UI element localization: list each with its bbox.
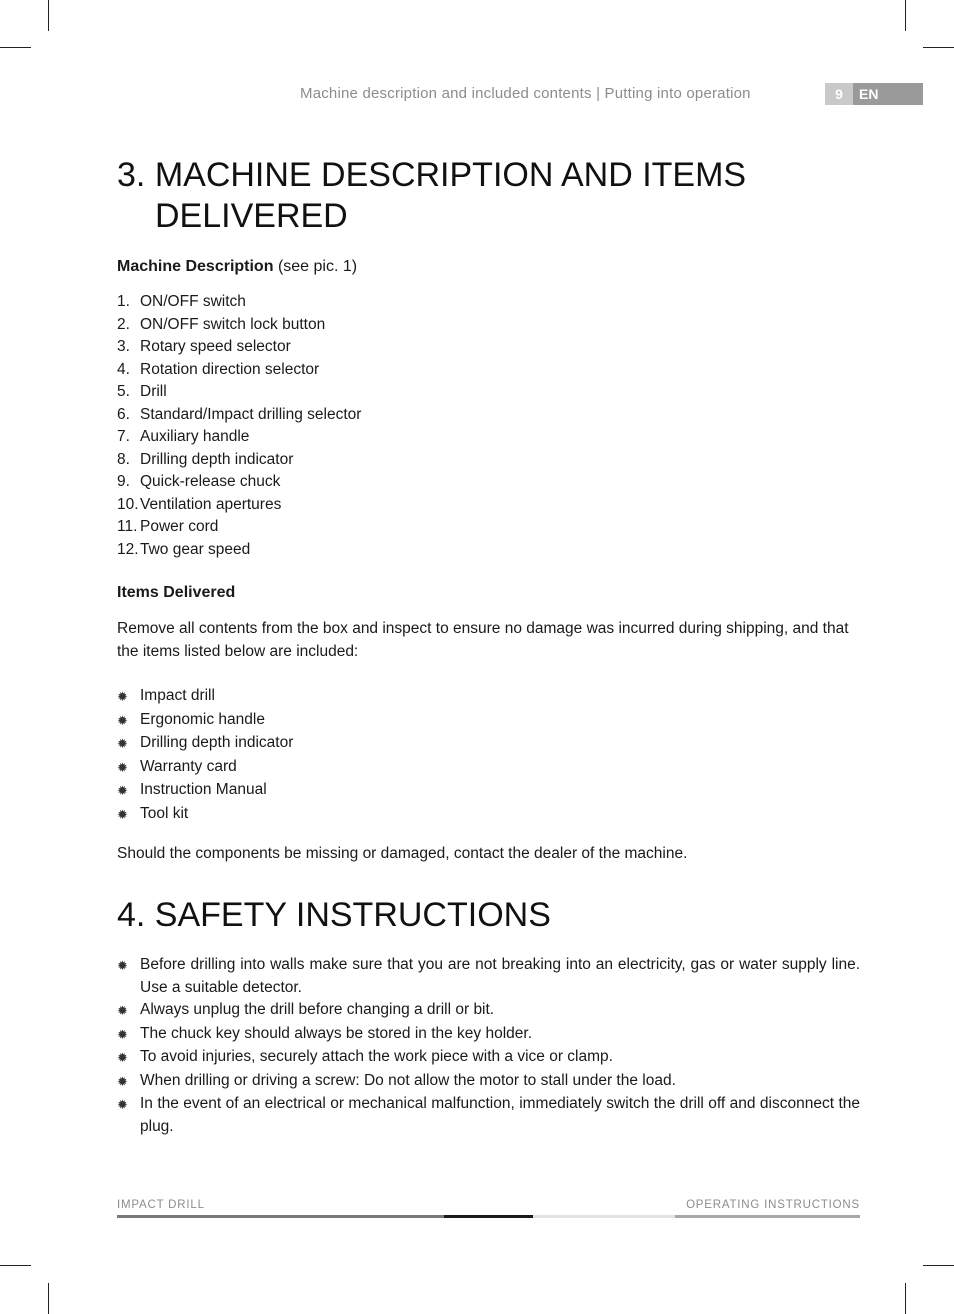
gear-bullet-icon: ✹ <box>117 1073 128 1089</box>
list-item: 4. Rotation direction selector <box>117 360 320 378</box>
section-4-title: 4. SAFETY INSTRUCTIONS <box>117 896 551 934</box>
items-delivered-heading: Items Delivered <box>117 584 236 601</box>
list-item: 12. Two gear speed <box>117 540 251 558</box>
list-item: ✹ To avoid injuries, securely attach the work piece with a vice or clamp. <box>117 1046 860 1070</box>
items-delivered-intro: Remove all contents from the box and inspect to ensure no damage was incurred during shipping, and that the items listed below are included: <box>117 620 849 660</box>
footer-bar-segment <box>444 1215 533 1218</box>
gear-bullet-icon: ✹ <box>117 689 128 704</box>
list-item: ✹ Warranty card <box>117 756 860 780</box>
section-3-title-block <box>117 155 860 237</box>
list-item: 5. Drill <box>117 383 167 400</box>
footer-doc-type: OPERATING INSTRUCTIONS <box>686 1199 860 1211</box>
gear-bullet-icon: ✹ <box>117 1026 128 1042</box>
list-item: 1. ON/OFF switch <box>117 293 246 310</box>
gear-bullet-icon: ✹ <box>117 783 128 798</box>
list-item: 3. Rotary speed selector <box>117 338 291 355</box>
crop-mark <box>0 47 31 48</box>
list-item: ✹ The chuck key should always be stored in the key holder. <box>117 1023 860 1047</box>
crop-mark <box>905 1283 906 1314</box>
page-badge <box>825 83 923 105</box>
machine-description-label: Machine Description <box>117 258 274 275</box>
list-item: ✹ Ergonomic handle <box>117 709 860 733</box>
section-3-title-line1: MACHINE DESCRIPTION AND ITEMS <box>154 156 747 194</box>
machine-description-list <box>117 291 860 561</box>
items-delivered-heading-wrap <box>117 584 860 602</box>
gear-bullet-icon: ✹ <box>117 958 128 973</box>
gear-bullet-icon: ✹ <box>117 712 128 728</box>
items-delivered-list-wrap <box>117 685 860 826</box>
list-item: ✹ Tool kit <box>117 803 860 827</box>
crop-mark <box>923 47 954 48</box>
gear-bullet-icon: ✹ <box>117 1003 128 1018</box>
list-item: ✹ Instruction Manual <box>117 779 860 803</box>
list-item: 2. ON/OFF switch lock button <box>117 315 326 333</box>
crop-mark <box>48 0 49 31</box>
list-item: 10. Ventilation apertures <box>117 495 282 513</box>
section-4-title-wrap <box>117 895 860 936</box>
list-item: ✹ Impact drill <box>117 685 860 709</box>
crop-mark <box>0 1265 31 1266</box>
section-3-number: 3. <box>117 156 146 194</box>
running-header: Machine description and included contents | Putting into operation <box>300 85 751 102</box>
machine-description-heading <box>117 258 860 276</box>
safety-list-wrap <box>117 954 860 1138</box>
section-3-title-line2: DELIVERED <box>155 197 348 235</box>
crop-mark <box>923 1265 954 1266</box>
gear-bullet-icon: ✹ <box>117 806 128 822</box>
list-item: ✹ Drilling depth indicator <box>117 732 860 756</box>
machine-description-list-wrap <box>117 291 860 561</box>
list-item: 9. Quick-release chuck <box>117 473 281 490</box>
items-delivered-note: Should the components be missing or damaged, contact the dealer of the machine. <box>117 845 688 862</box>
footer-product: IMPACT DRILL <box>117 1199 205 1211</box>
list-item: 7. Auxiliary handle <box>117 428 250 445</box>
safety-instructions-list <box>117 954 860 1138</box>
page-number: 9 <box>825 83 853 105</box>
machine-description-note: (see pic. 1) <box>277 258 358 275</box>
gear-bullet-icon: ✹ <box>117 759 128 775</box>
list-item: 6. Standard/Impact drilling selector <box>117 405 362 423</box>
list-item: ✹ Before drilling into walls make sure that you are not breaking into an electricity, gas or water supply line. Use a suitable detector. <box>117 954 860 999</box>
items-delivered-note-wrap <box>117 842 860 865</box>
items-delivered-intro-wrap <box>117 617 860 663</box>
list-item: 8. Drilling depth indicator <box>117 450 294 468</box>
list-item: ✹ In the event of an electrical or mechanical malfunction, immediately switch the drill off and disconnect the plug. <box>117 1093 860 1138</box>
list-item: 11. Power cord <box>117 518 219 535</box>
footer-bar-segment <box>117 1215 444 1218</box>
gear-bullet-icon: ✹ <box>117 736 128 751</box>
list-item: ✹ When drilling or driving a screw: Do not allow the motor to stall under the load. <box>117 1070 860 1094</box>
section-3-title <box>117 155 860 237</box>
gear-bullet-icon: ✹ <box>117 1097 128 1112</box>
crop-mark <box>905 0 906 31</box>
items-delivered-list <box>117 685 860 826</box>
crop-mark <box>48 1283 49 1314</box>
footer-bar-segment <box>533 1215 675 1218</box>
list-item: ✹ Always unplug the drill before changing a drill or bit. <box>117 999 860 1023</box>
language-tag: EN <box>853 83 923 105</box>
gear-bullet-icon: ✹ <box>117 1050 128 1065</box>
footer-bar-segment <box>675 1215 860 1218</box>
